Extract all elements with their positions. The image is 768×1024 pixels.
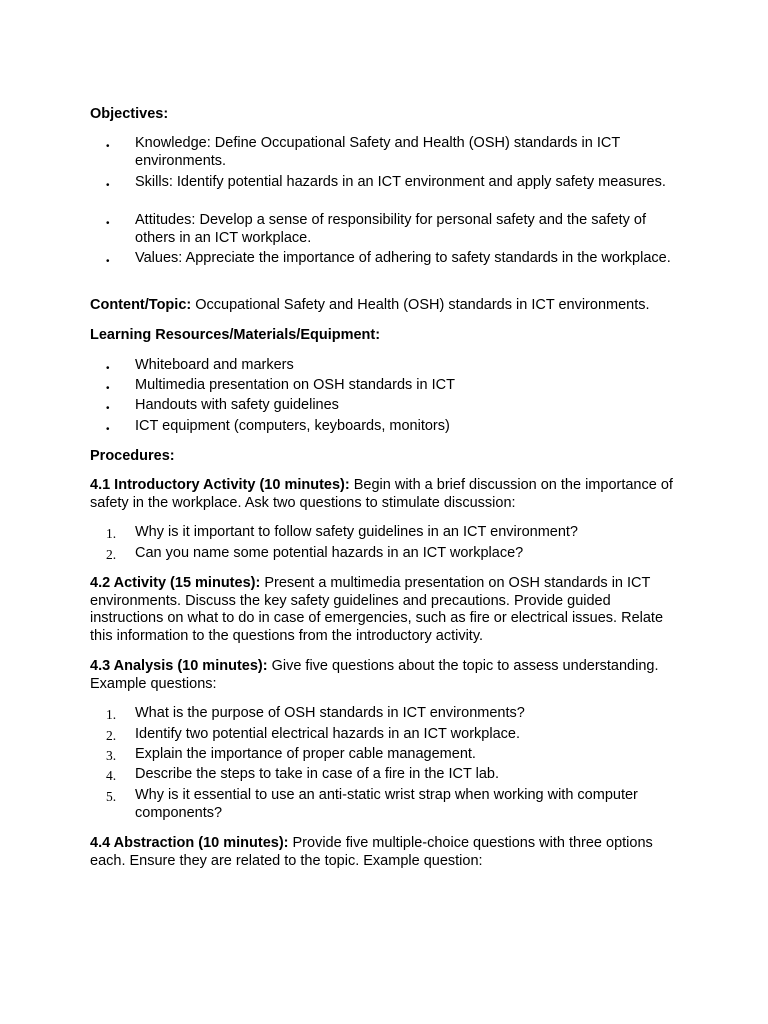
list-number: 2. (106, 547, 117, 562)
bullet-icon: • (106, 256, 110, 267)
content-topic (90, 297, 688, 315)
activity-label: 4.2 Activity (15 minutes): (90, 575, 261, 591)
resources-heading: Learning Resources/Materials/Equipment: (90, 327, 381, 343)
resource-item: Handouts with safety guidelines (135, 397, 339, 413)
bullet-icon: • (106, 403, 110, 414)
analysis-label: 4.3 Analysis (10 minutes): (90, 658, 268, 674)
list-number: 3. (106, 748, 117, 763)
objective-values: Values: Appreciate the importance of adhering to safety standards in the workplace. (135, 250, 671, 266)
analysis-question: Explain the importance of proper cable management. (135, 746, 476, 762)
analysis-question: Describe the steps to take in case of a fire in the ICT lab. (135, 766, 500, 782)
introductory-question: Can you name some potential hazards in an ICT workplace? (135, 545, 524, 561)
resource-item: Multimedia presentation on OSH standards in ICT (135, 377, 455, 393)
list-number: 1. (106, 526, 117, 541)
introductory-activity-text: Begin with a brief discussion on the importance of safety in the workplace. Ask two questions to stimulate discussion: (90, 477, 673, 511)
content-topic-label: Content/Topic: (90, 297, 192, 313)
list-number: 4. (106, 768, 117, 783)
analysis-question: What is the purpose of OSH standards in ICT environments? (135, 705, 525, 721)
analysis-section (90, 658, 688, 693)
analysis-question: Identify two potential electrical hazards in an ICT workplace. (135, 726, 520, 742)
resource-item: Whiteboard and markers (135, 357, 294, 373)
analysis-question: Why is it essential to use an anti-static wrist strap when working with computer components? (135, 787, 638, 821)
procedures-heading: Procedures: (90, 448, 175, 464)
activity-text: Present a multimedia presentation on OSH standards in ICT environments. Discuss the key safety guidelines and precautions. Provide guided instructions on what to do in case of emergencies, such as fire or electrical issues. Relate this information to the questions from the introductory activity. (90, 575, 664, 644)
bullet-icon: • (106, 180, 110, 191)
abstraction-section (90, 835, 688, 870)
introductory-activity (90, 477, 688, 512)
content-topic-text: Occupational Safety and Health (OSH) standards in ICT environments. (191, 297, 650, 313)
introductory-activity-label: 4.1 Introductory Activity (10 minutes): (90, 477, 350, 493)
bullet-icon: • (106, 218, 110, 229)
bullet-icon: • (106, 383, 110, 394)
activity-section (90, 575, 688, 645)
objectives-heading: Objectives: (90, 106, 169, 122)
objective-attitudes: Attitudes: Develop a sense of responsibility for personal safety and the safety of others in an ICT workplace. (135, 212, 647, 246)
resource-item: ICT equipment (computers, keyboards, monitors) (135, 418, 450, 434)
bullet-icon: • (106, 363, 110, 374)
bullet-icon: • (106, 424, 110, 435)
objective-skills: Skills: Identify potential hazards in an ICT environment and apply safety measures. (135, 174, 666, 190)
objective-knowledge: Knowledge: Define Occupational Safety and Health (OSH) standards in ICT environments. (135, 135, 620, 169)
analysis-text: Give five questions about the topic to assess understanding. Example questions: (90, 658, 659, 692)
bullet-icon: • (106, 141, 110, 152)
abstraction-label: 4.4 Abstraction (10 minutes): (90, 835, 289, 851)
list-number: 5. (106, 789, 117, 804)
list-number: 2. (106, 728, 117, 743)
introductory-question: Why is it important to follow safety guidelines in an ICT environment? (135, 524, 578, 540)
list-number: 1. (106, 707, 117, 722)
abstraction-text: Provide five multiple-choice questions with three options each. Ensure they are related to the topic. Example question: (90, 835, 653, 869)
